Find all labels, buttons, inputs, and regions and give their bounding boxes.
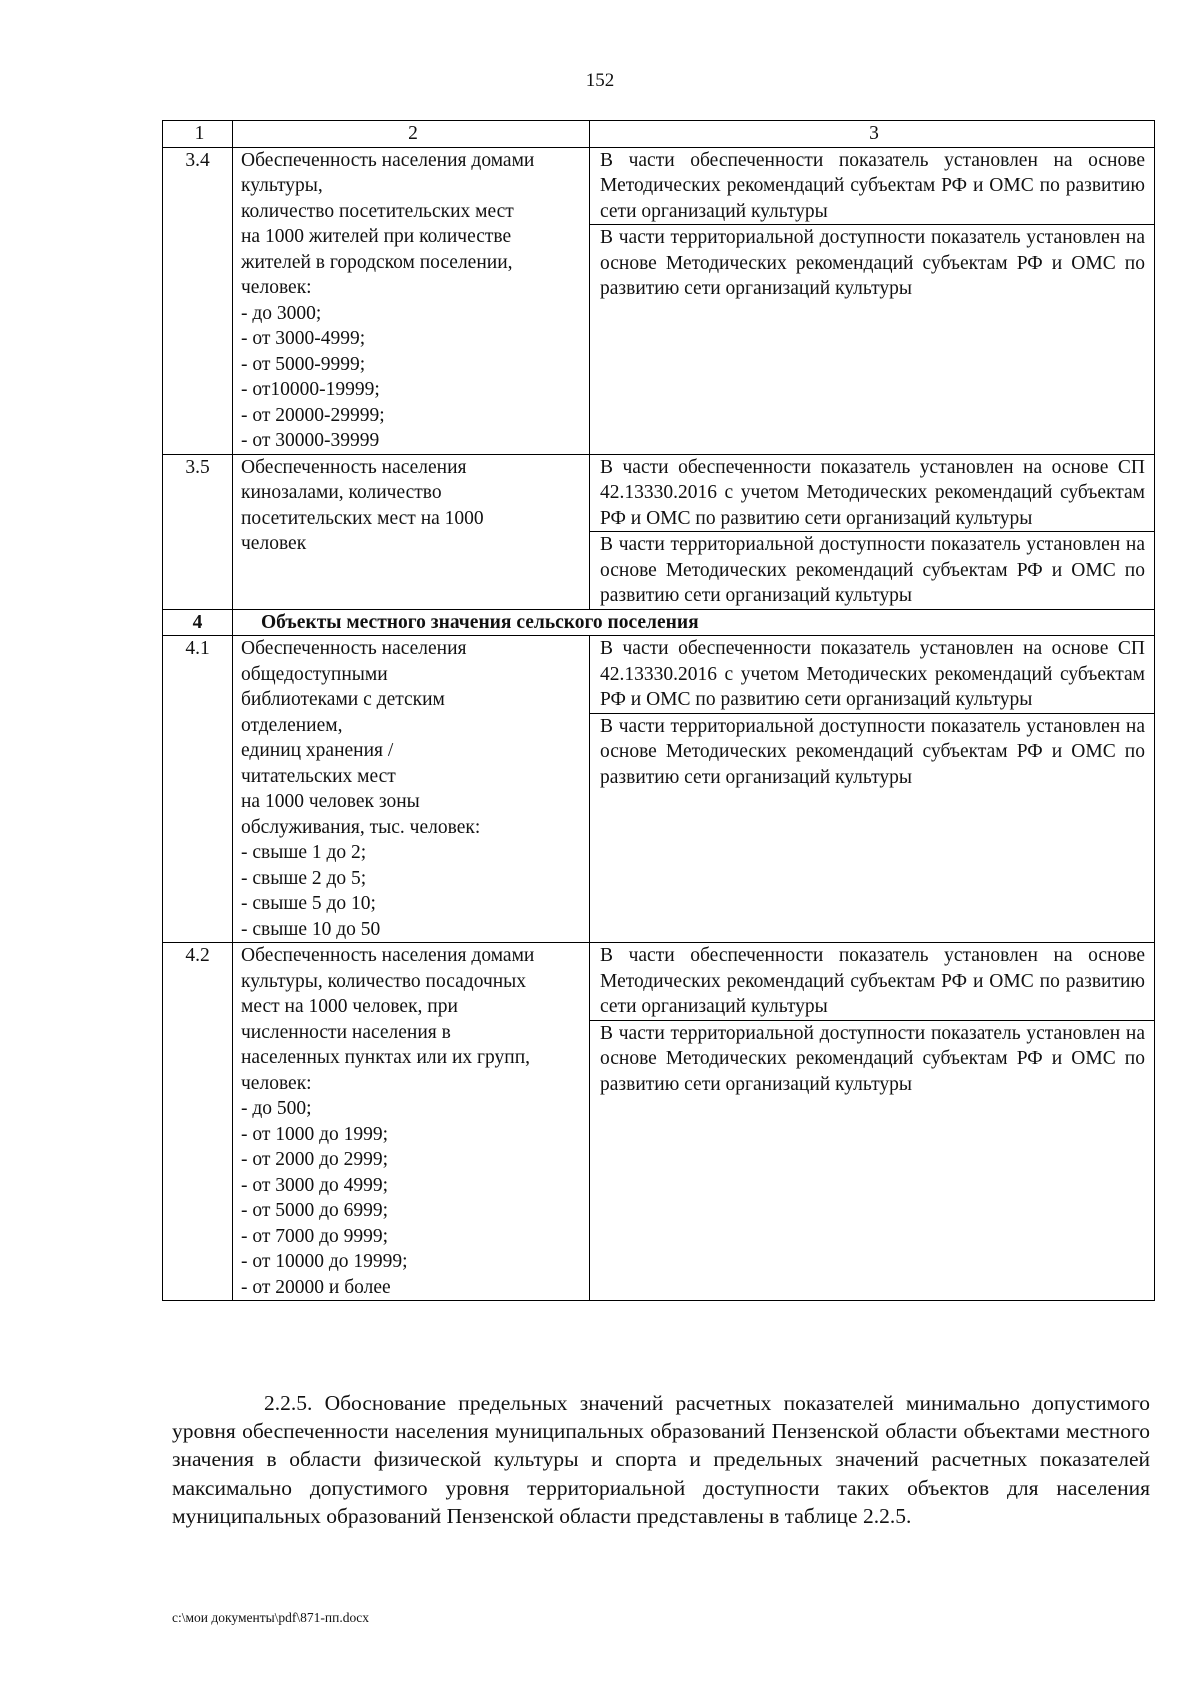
page-number: 152 (585, 70, 615, 91)
indicator-description (233, 636, 590, 943)
footer-file-path: c:\мои документы\pdf\871-пп.docx (172, 1610, 369, 1625)
section-title: Объекты местного значения сельского поселения (233, 609, 1155, 636)
header-col-1: 1 (163, 121, 233, 148)
table-row (163, 147, 1155, 454)
header-col-2: 2 (233, 121, 590, 148)
standards-table (162, 120, 1155, 1301)
description-line: - свыше 2 до 5; (241, 867, 367, 889)
description-line: - от 20000 и более (241, 1276, 391, 1298)
description-line: читательских мест (241, 765, 396, 787)
description-line: - свыше 5 до 10; (241, 893, 376, 914)
basis-accessibility: В части территориальной доступности показатель установлен на основе Методических рекомендаций субъектам РФ и ОМС по развитию сети организаций культуры (590, 713, 1154, 791)
description-line: жителей в городском поселении, (241, 251, 513, 273)
description-line: человек: (241, 277, 312, 298)
table-row (163, 636, 1155, 943)
description-line: человек (241, 533, 307, 554)
basis-provision: В части обеспеченности показатель установлен на основе Методических рекомендаций субъектам РФ и ОМС по развитию сети организаций культуры (600, 149, 1145, 222)
section-row (163, 609, 1155, 636)
row-number: 4.2 (163, 943, 233, 1301)
description-line: кинозалами, количество (241, 482, 442, 503)
description-line: - свыше 1 до 2; (241, 842, 367, 863)
basis-provision: В части обеспеченности показатель установлен на основе СП 42.13330.2016 с учетом Методических рекомендаций субъектам РФ и ОМС по развитию сети организаций культуры (600, 638, 1145, 710)
description-line: обслуживания, тыс. человек: (241, 816, 481, 838)
header-col-3: 3 (590, 121, 1155, 148)
basis-provision: В части обеспеченности показатель установлен на основе СП 42.13330.2016 с учетом Методических рекомендаций субъектам РФ и ОМС по развитию сети организаций культуры (600, 456, 1145, 529)
indicator-basis (590, 454, 1155, 609)
description-line: мест на 1000 человек, при (241, 996, 458, 1017)
description-line: на 1000 человек зоны (241, 791, 420, 812)
description-line: - от 20000-29999; (241, 404, 385, 426)
description-line: Обеспеченность населения (241, 456, 467, 478)
basis-accessibility: В части территориальной доступности показатель установлен на основе Методических рекомендаций субъектам РФ и ОМС по развитию сети организаций культуры (590, 224, 1154, 302)
table-row (163, 943, 1155, 1301)
indicator-basis (590, 147, 1155, 454)
description-line: единиц хранения / (241, 740, 394, 761)
description-line: посетительских мест на 1000 (241, 507, 484, 529)
basis-provision: В части обеспеченности показатель установлен на основе Методических рекомендаций субъектам РФ и ОМС по развитию сети организаций культуры (600, 945, 1145, 1017)
description-line: количество посетительских мест (241, 200, 514, 222)
indicator-description (233, 454, 590, 609)
indicator-basis (590, 943, 1155, 1301)
description-line: - от10000-19999; (241, 379, 380, 400)
description-line: - до 3000; (241, 302, 322, 324)
description-line: библиотеками с детским (241, 689, 445, 710)
indicator-basis (590, 636, 1155, 943)
description-line: - от 3000-4999; (241, 328, 366, 349)
description-line: культуры, (241, 175, 323, 196)
basis-accessibility: В части территориальной доступности показатель установлен на основе Методических рекомендаций субъектам РФ и ОМС по развитию сети организаций культуры (590, 1020, 1154, 1098)
description-line: - от 3000 до 4999; (241, 1174, 389, 1196)
section-number: 4 (163, 609, 233, 636)
description-line: - от 10000 до 19999; (241, 1251, 408, 1272)
basis-accessibility: В части территориальной доступности показатель установлен на основе Методических рекомендаций субъектам РФ и ОМС по развитию сети организаций культуры (590, 531, 1154, 609)
description-line: - от 5000 до 6999; (241, 1200, 389, 1221)
description-line: человек: (241, 1072, 312, 1094)
description-line: численности населения в (241, 1021, 451, 1043)
description-line: - до 500; (241, 1098, 312, 1119)
row-number: 3.4 (163, 147, 233, 454)
table-header-row (163, 121, 1155, 148)
description-line: - свыше 10 до 50 (241, 918, 381, 940)
indicator-description (233, 943, 590, 1301)
description-line: - от 30000-39999 (241, 430, 380, 451)
description-line: Обеспеченность населения домами (241, 149, 535, 171)
table-row (163, 454, 1155, 609)
row-number: 3.5 (163, 454, 233, 609)
row-number: 4.1 (163, 636, 233, 943)
section-paragraph: 2.2.5. Обоснование предельных значений расчетных показателей минимально допустимого уровня обеспеченности населения муниципальных образований Пензенской области объектами местного значения в области физической культуры и спорта и предельных значений расчетных показателей максимально допустимого уровня территориальной доступности таких объектов для населения муниципальных образований Пензенской области представлены в таблице 2.2.5. (172, 1391, 1150, 1528)
description-line: - от 7000 до 9999; (241, 1225, 389, 1247)
description-line: общедоступными (241, 663, 388, 685)
description-line: - от 1000 до 1999; (241, 1123, 389, 1145)
description-line: - от 2000 до 2999; (241, 1149, 389, 1170)
description-line: - от 5000-9999; (241, 353, 366, 375)
description-line: населенных пунктах или их групп, (241, 1047, 531, 1068)
description-line: отделением, (241, 714, 343, 736)
description-line: культуры, количество посадочных (241, 970, 527, 992)
description-line: Обеспеченность населения домами (241, 945, 535, 966)
description-line: на 1000 жителей при количестве (241, 226, 512, 247)
indicator-description (233, 147, 590, 454)
description-line: Обеспеченность населения (241, 638, 467, 659)
